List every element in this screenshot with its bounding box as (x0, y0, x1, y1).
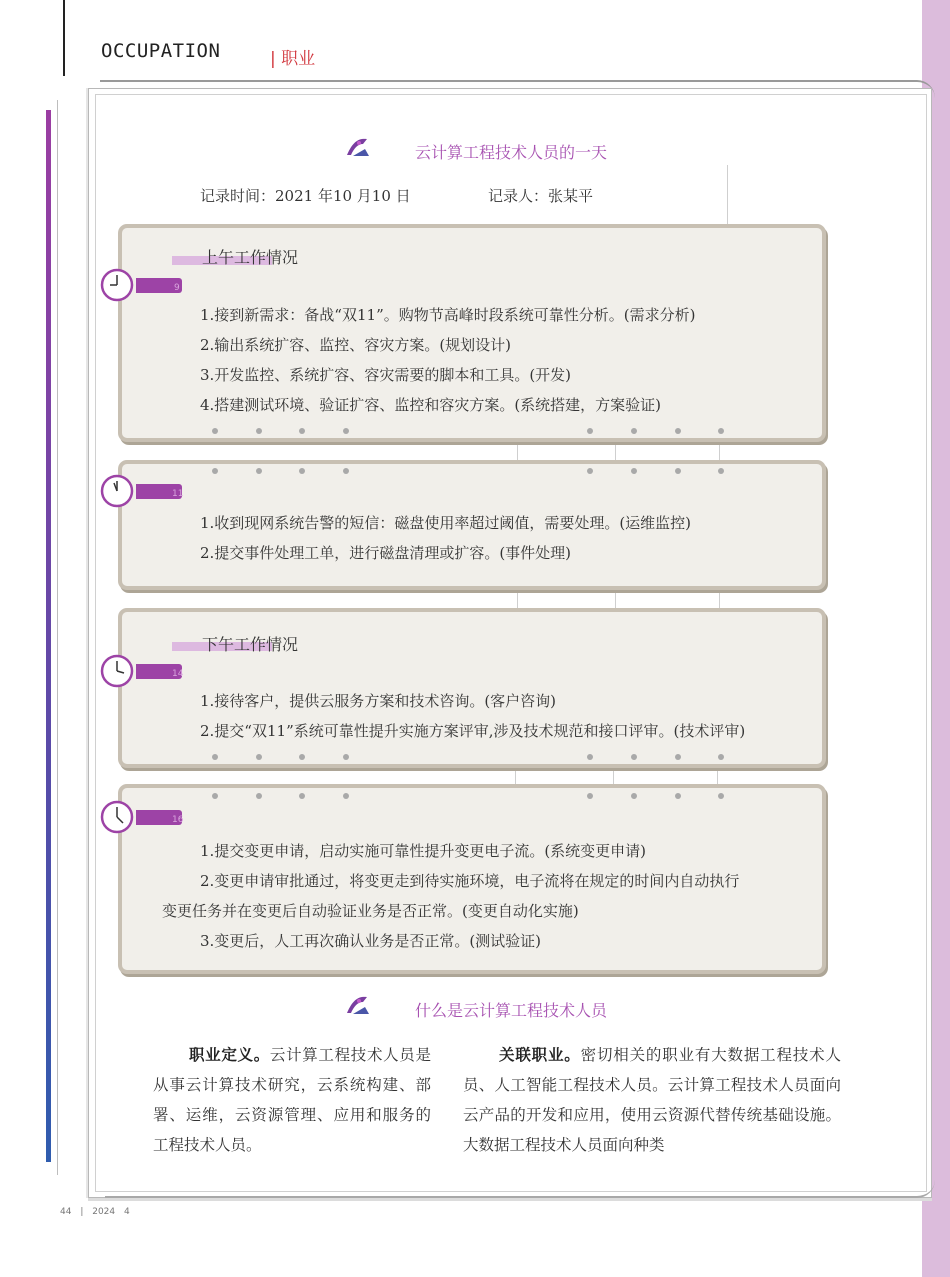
task-line: 2.提交“双11”系统可靠性提升实施方案评审,涉及技术规范和接口评审。(技术评审) (200, 722, 746, 740)
task-line: 4.搭建测试环境、验证扩容、监控和容灾方案。(系统搭建，方案验证) (200, 396, 662, 414)
subtitle-afternoon: 下午工作情况 (202, 635, 299, 654)
header-chinese: | 职业 (270, 49, 316, 69)
time-label: 11 (172, 489, 184, 499)
clock-icon (100, 800, 134, 834)
task-line: 2.输出系统扩容、监控、容灾方案。(规划设计) (200, 336, 512, 354)
section-title-what: 什么是云计算工程技术人员 (415, 1001, 608, 1020)
time-label: 16 (172, 815, 184, 825)
clock-icon (100, 474, 134, 508)
time-label: 9 (174, 283, 180, 293)
card-morning-2 (118, 460, 826, 590)
clock-icon (100, 268, 134, 302)
logo-icon (345, 993, 371, 1017)
task-line: 2.提交事件处理工单，进行磁盘清理或扩容。(事件处理) (200, 544, 572, 562)
section-title-day: 云计算工程技术人员的一天 (415, 143, 608, 162)
card-afternoon-1 (118, 608, 826, 768)
task-line: 1.提交变更申请，启动实施可靠性提升变更电子流。(系统变更申请) (200, 842, 647, 860)
page-number: 44 (60, 1207, 72, 1217)
task-line: 1.收到现网系统告警的短信：磁盘使用率超过阈值，需要处理。(运维监控) (200, 514, 692, 532)
footer-issue: 4 (124, 1207, 130, 1217)
task-line: 2.变更申请审批通过，将变更走到待实施环境，电子流将在规定的时间内自动执行 (200, 872, 740, 890)
task-line: 1.接待客户，提供云服务方案和技术咨询。(客户咨询) (200, 692, 557, 710)
bg-rule (719, 440, 720, 462)
bg-rule (727, 165, 728, 225)
column-definition (153, 1040, 431, 1160)
task-line: 3.开发监控、系统扩容、容灾需要的脚本和工具。(开发) (200, 366, 572, 384)
paper-bottom-curl (105, 1180, 935, 1198)
task-line: 变更任务并在变更后自动验证业务是否正常。(变更自动化实施) (162, 902, 579, 920)
left-gradient-bar (46, 110, 51, 1162)
bg-rule (719, 588, 720, 610)
header-english: OCCUPATION (101, 40, 221, 62)
left-thin-rule (57, 100, 58, 1175)
clock-icon (100, 654, 134, 688)
related-head: 关联职业。 (499, 1045, 581, 1064)
column-related (463, 1040, 841, 1160)
header-rule (63, 0, 65, 76)
definition-head: 职业定义。 (189, 1045, 270, 1064)
time-label: 14 (172, 669, 184, 679)
related-text: 密切相关的职业有大数据工程技术人员、人工智能工程技术人员。云计算工程技术人员面向云产品的开发和应用，使用云资源代替传统基础设施。大数据工程技术人员面向种类 (463, 1046, 841, 1154)
page-footer: 44 | 2024 4 (60, 1207, 130, 1217)
card-afternoon-2 (118, 784, 826, 974)
record-time: 记录时间：2021 年10 月10 日 (200, 187, 411, 205)
card-morning-1 (118, 224, 826, 442)
bg-rule (615, 440, 616, 462)
task-line: 1.接到新需求：备战“双11”。购物节高峰时段系统可靠性分析。(需求分析) (200, 306, 696, 324)
task-line: 3.变更后，人工再次确认业务是否正常。(测试验证) (200, 932, 542, 950)
logo-icon (345, 135, 371, 159)
definition-text: 云计算工程技术人员是从事云计算技术研究，云系统构建、部署、运维，云资源管理、应用和服务的工程技术人员。 (153, 1046, 431, 1154)
subtitle-morning: 上午工作情况 (202, 248, 299, 267)
bg-rule (517, 588, 518, 610)
bg-rule (517, 440, 518, 462)
footer-year: 2024 (92, 1207, 116, 1217)
bg-rule (615, 588, 616, 610)
recorder: 记录人：张某平 (488, 187, 594, 205)
